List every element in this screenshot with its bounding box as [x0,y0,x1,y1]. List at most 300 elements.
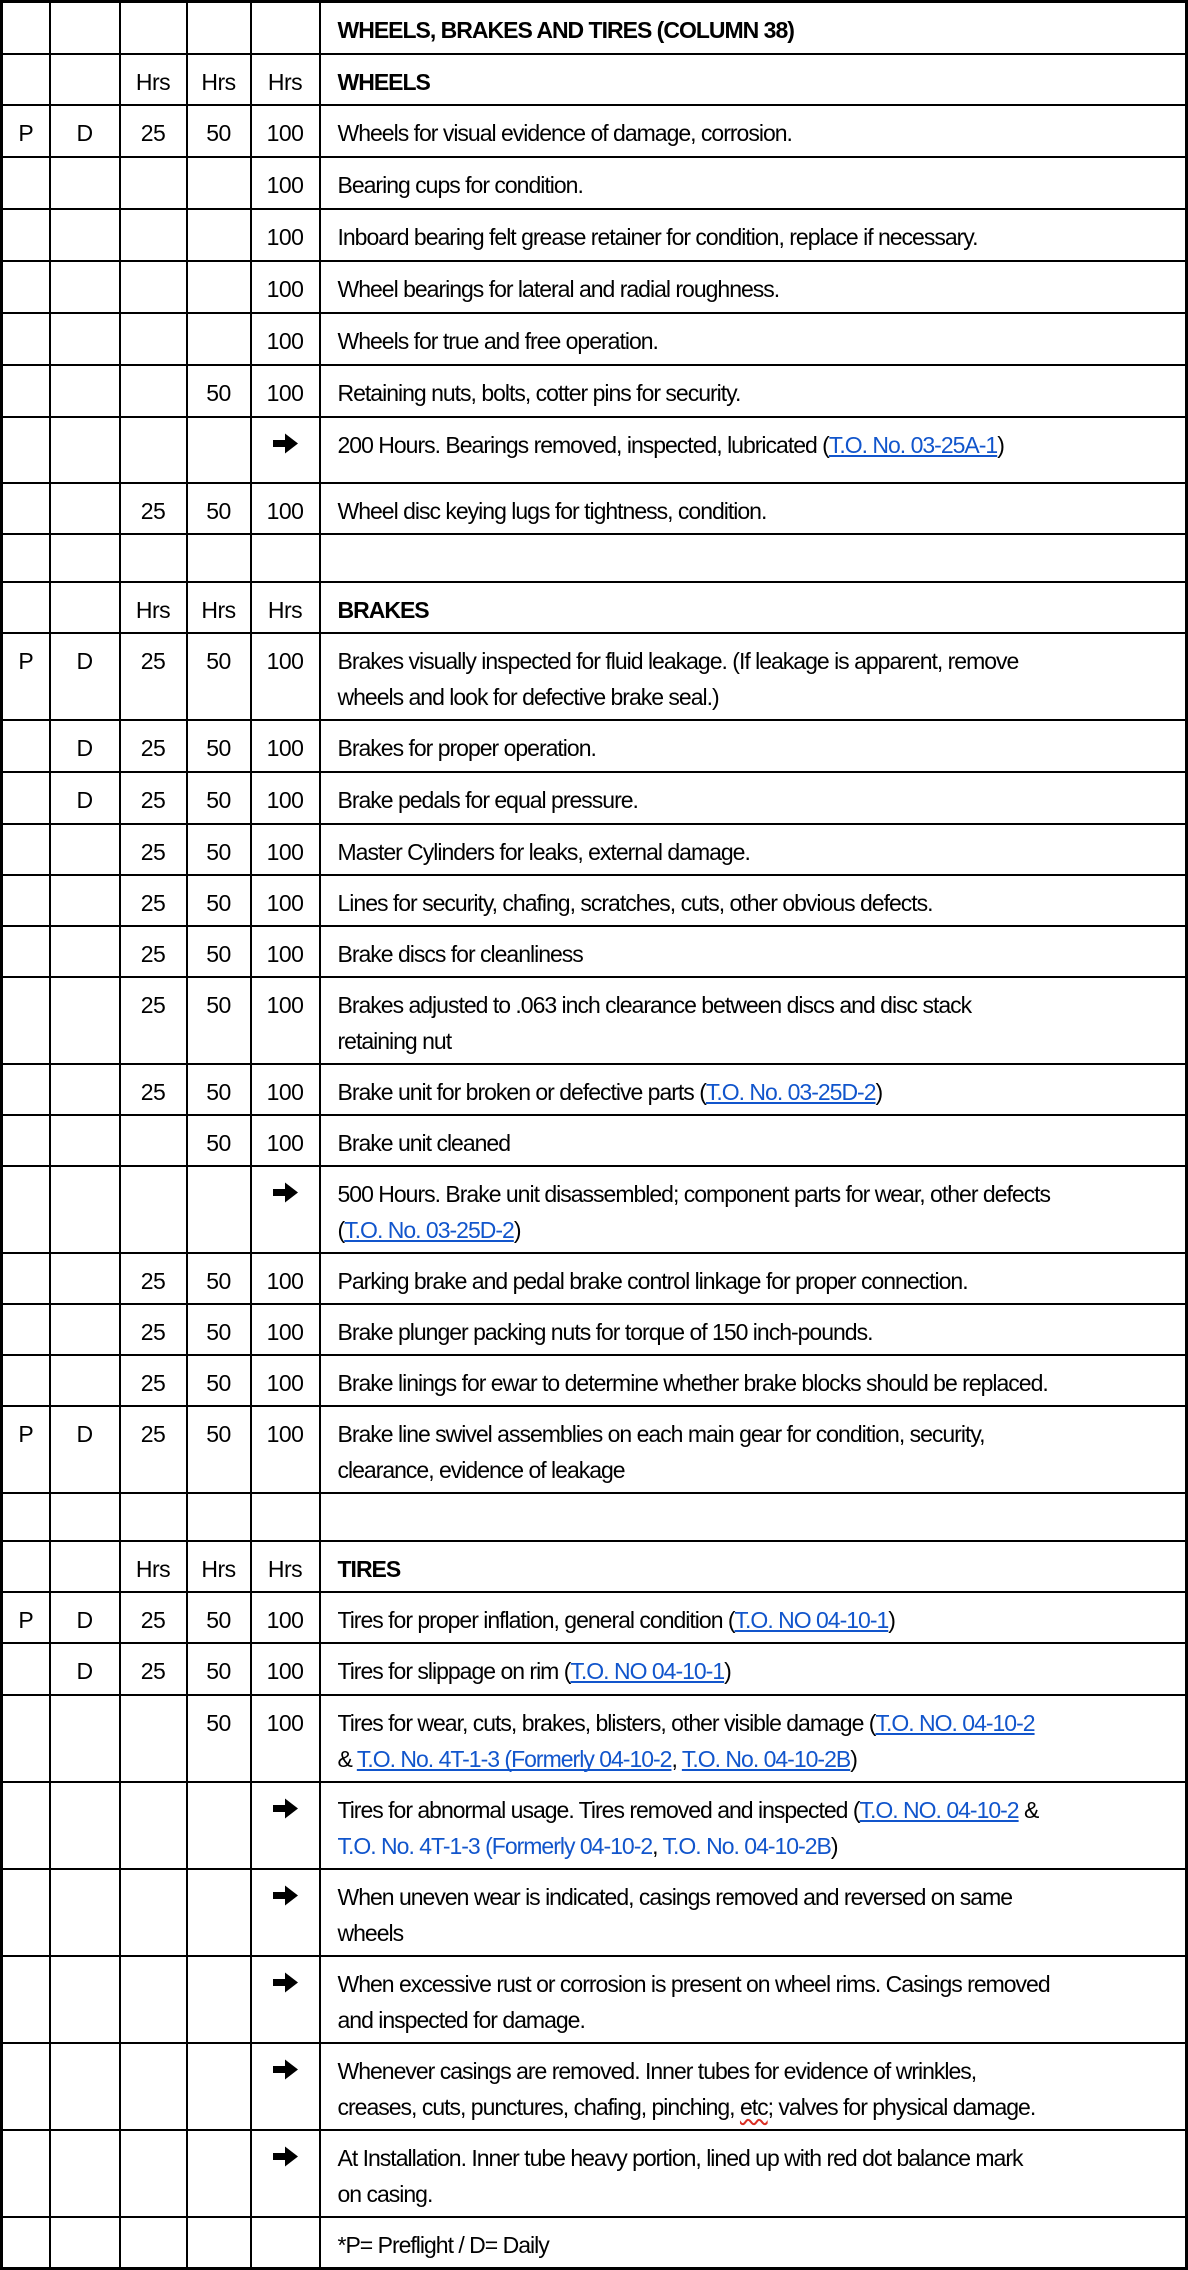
hrs50-cell [187,2217,251,2269]
hrs100-cell [251,1493,320,1541]
d-cell [50,1695,120,1782]
hrs50-cell [187,261,251,313]
hrs50-cell [187,2130,251,2217]
table-row [2,365,1187,417]
hrs100-cell: 100 [251,1643,320,1695]
description-text: ( [337,1216,345,1243]
description-cell [320,365,1187,417]
description-cell [320,1493,1187,1541]
d-cell [50,1956,120,2043]
description-text: retaining nut [337,1027,452,1054]
hrs25-cell [120,1869,187,1956]
table-row [2,261,1187,313]
description-text: ; valves for physical damage. [767,2093,1036,2120]
to-reference-link[interactable]: T.O. NO. 04-10-2 [875,1709,1035,1736]
table-row [2,633,1187,720]
hrs25-cell [120,2,187,54]
description-cell [320,1592,1187,1643]
d-cell [50,1541,120,1592]
description-text: ) [997,431,1004,458]
p-cell [2,875,50,926]
description-cell [320,582,1187,633]
hrs100-cell: 100 [251,875,320,926]
table-row [2,54,1187,105]
description-cell [320,1115,1187,1166]
hrs25-cell: 25 [120,1643,187,1695]
description-cell [320,926,1187,977]
p-cell [2,1304,50,1355]
hrs100-cell [251,2217,320,2269]
d-cell [50,2130,120,2217]
table-row [2,824,1187,875]
description-cell [320,977,1187,1064]
d-cell: D [50,633,120,720]
p-cell [2,1355,50,1406]
section-heading: WHEELS, BRAKES AND TIRES (COLUMN 38) [337,17,794,43]
p-cell [2,365,50,417]
description-text: Parking brake and pedal brake control linkage for proper connection. [337,1267,968,1294]
hrs50-cell [187,1782,251,1869]
hrs25-cell: 25 [120,926,187,977]
hrs50-cell: Hrs [187,582,251,633]
hrs50-cell: Hrs [187,1541,251,1592]
d-cell [50,824,120,875]
hrs50-cell: 50 [187,1592,251,1643]
d-cell [50,261,120,313]
hrs100-cell [251,417,320,483]
description-text: Brake discs for cleanliness [337,940,583,967]
p-cell [2,1064,50,1115]
p-cell: P [2,105,50,157]
to-reference-link[interactable]: T.O. No. 4T-1-3 (Formerly 04-10-2 [356,1745,672,1772]
description-text: Brake line swivel assemblies on each main gear for condition, security, [337,1420,985,1447]
d-cell [50,1115,120,1166]
description-cell [320,824,1187,875]
description-text: Wheel bearings for lateral and radial roughness. [337,275,780,302]
section-heading: BRAKES [337,596,429,623]
hrs25-cell [120,2217,187,2269]
hrs50-cell [187,1869,251,1956]
description-cell [320,1166,1187,1253]
p-cell [2,1869,50,1956]
description-cell [320,157,1187,209]
to-reference-link[interactable]: T.O. NO. 04-10-2 [859,1796,1019,1823]
description-cell [320,875,1187,926]
hrs25-cell: 25 [120,875,187,926]
p-cell [2,1166,50,1253]
hrs50-cell: 50 [187,824,251,875]
hrs25-cell [120,313,187,365]
p-cell [2,926,50,977]
description-text: Lines for security, chafing, scratches, cuts, other obvious defects. [337,889,933,916]
d-cell [50,417,120,483]
hrs100-cell: 100 [251,365,320,417]
hrs25-cell: Hrs [120,582,187,633]
d-cell: D [50,720,120,772]
description-text: Retaining nuts, bolts, cotter pins for security. [337,379,741,406]
table-row [2,875,1187,926]
description-text: Wheels for visual evidence of damage, corrosion. [337,119,792,146]
description-text: Tires for wear, cuts, brakes, blisters, other visible damage ( [337,1709,876,1736]
description-cell [320,313,1187,365]
hrs50-cell: 50 [187,105,251,157]
p-cell [2,2130,50,2217]
hrs100-cell: 100 [251,1304,320,1355]
hrs100-cell: 100 [251,926,320,977]
d-cell [50,1166,120,1253]
description-text: 200 Hours. Bearings removed, inspected, lubricated ( [337,431,829,458]
hrs25-cell: 25 [120,824,187,875]
description-cell [320,1956,1187,2043]
hrs50-cell [187,2043,251,2130]
hrs100-cell: 100 [251,1406,320,1493]
description-cell [320,1695,1187,1782]
hrs25-cell: Hrs [120,54,187,105]
hrs25-cell: 25 [120,633,187,720]
table-row [2,313,1187,365]
d-cell [50,483,120,534]
d-cell [50,365,120,417]
hrs25-cell [120,1782,187,1869]
hrs50-cell: 50 [187,926,251,977]
table-row [2,977,1187,1064]
description-cell [320,1304,1187,1355]
d-cell [50,926,120,977]
hrs100-cell: 100 [251,1064,320,1115]
hrs25-cell [120,1166,187,1253]
description-text: & [1018,1796,1039,1823]
hrs50-cell [187,209,251,261]
to-reference-link[interactable]: T.O. No. 04-10-2B [681,1745,851,1772]
hrs25-cell: 25 [120,1304,187,1355]
description-text: Wheels for true and free operation. [337,327,658,354]
hrs25-cell [120,209,187,261]
d-cell [50,2,120,54]
p-cell: P [2,1592,50,1643]
description-text: Tires for abnormal usage. Tires removed and inspected ( [337,1796,860,1823]
d-cell: D [50,1643,120,1695]
p-cell [2,824,50,875]
hrs25-cell [120,1695,187,1782]
hrs50-cell [187,1166,251,1253]
table-row [2,1166,1187,1253]
description-text: on casing. [337,2180,433,2207]
p-cell [2,313,50,365]
hrs25-cell: 25 [120,1406,187,1493]
hrs25-cell [120,2130,187,2217]
d-cell [50,2043,120,2130]
arrow-icon [272,1971,299,1994]
table-row [2,926,1187,977]
hrs100-cell [251,1166,320,1253]
description-text: Tires for slippage on rim ( [337,1657,571,1684]
table-row [2,2130,1187,2217]
hrs25-cell [120,261,187,313]
inspection-table-body [2,2,1187,2269]
d-cell [50,875,120,926]
hrs100-cell: 100 [251,720,320,772]
hrs50-cell: 50 [187,633,251,720]
hrs25-cell [120,417,187,483]
hrs100-cell: 100 [251,157,320,209]
p-cell [2,1695,50,1782]
hrs100-cell: 100 [251,633,320,720]
hrs100-cell: 100 [251,824,320,875]
to-reference-link[interactable]: T.O. No. 4T-1-3 (Formerly 04-10-2 [337,1832,653,1859]
description-text: *P= Preflight / D= Daily [337,2231,549,2258]
p-cell [2,720,50,772]
table-row [2,2,1187,54]
p-cell [2,977,50,1064]
hrs25-cell: Hrs [120,1541,187,1592]
hrs100-cell: 100 [251,209,320,261]
hrs100-cell: 100 [251,313,320,365]
hrs50-cell: 50 [187,1406,251,1493]
d-cell: D [50,772,120,824]
hrs100-cell: 100 [251,105,320,157]
hrs50-cell: 50 [187,875,251,926]
hrs25-cell: 25 [120,1592,187,1643]
d-cell [50,313,120,365]
table-row [2,1643,1187,1695]
description-text: Wheel disc keying lugs for tightness, condition. [337,497,767,524]
description-cell [320,2130,1187,2217]
description-cell [320,2,1187,54]
hrs25-cell [120,1115,187,1166]
description-text: When excessive rust or corrosion is present on wheel rims. Casings removed [337,1970,1050,1997]
table-row [2,209,1187,261]
arrow-icon [272,2145,299,2168]
hrs100-cell [251,1782,320,1869]
table-row [2,1355,1187,1406]
description-text: wheels and look for defective brake seal.) [337,683,719,710]
section-heading: TIRES [337,1555,401,1582]
description-text: creases, cuts, punctures, chafing, pinching, [337,2093,740,2120]
d-cell: D [50,1592,120,1643]
to-reference-link[interactable]: T.O. No. 03-25D-2 [344,1216,514,1243]
p-cell [2,1782,50,1869]
to-reference-link[interactable]: T.O. No. 03-25D-2 [705,1078,876,1105]
description-cell [320,54,1187,105]
p-cell: P [2,1406,50,1493]
to-reference-link[interactable]: T.O. NO 04-10-1 [570,1657,725,1684]
description-text: etc [739,2093,768,2120]
description-text: wheels [337,1919,404,1946]
d-cell: D [50,1406,120,1493]
description-cell [320,417,1187,483]
description-text: Bearing cups for condition. [337,171,583,198]
hrs100-cell: 100 [251,483,320,534]
hrs50-cell: 50 [187,1064,251,1115]
hrs25-cell [120,2043,187,2130]
arrow-icon [272,432,299,455]
description-text: ) [830,1832,838,1859]
description-text: & [337,1745,357,1772]
d-cell [50,1782,120,1869]
description-cell [320,1406,1187,1493]
d-cell [50,534,120,582]
d-cell [50,1869,120,1956]
table-row [2,1064,1187,1115]
hrs50-cell: 50 [187,772,251,824]
description-text: Brake unit cleaned [337,1129,511,1156]
hrs50-cell: 50 [187,720,251,772]
p-cell [2,2217,50,2269]
description-cell [320,1064,1187,1115]
to-reference-link[interactable]: T.O. No. 03-25A-1 [828,431,998,458]
hrs50-cell [187,313,251,365]
d-cell: D [50,105,120,157]
description-cell [320,1541,1187,1592]
arrow-icon [272,2058,299,2081]
hrs25-cell: 25 [120,483,187,534]
description-cell [320,209,1187,261]
table-row [2,1695,1187,1782]
table-row [2,772,1187,824]
table-row [2,1253,1187,1304]
hrs25-cell: 25 [120,105,187,157]
hrs50-cell [187,534,251,582]
arrow-icon [272,1181,299,1204]
hrs50-cell [187,2,251,54]
p-cell [2,1115,50,1166]
description-text: ) [724,1657,731,1684]
d-cell [50,54,120,105]
description-cell [320,720,1187,772]
p-cell [2,534,50,582]
hrs25-cell [120,534,187,582]
table-row [2,720,1187,772]
hrs25-cell [120,1956,187,2043]
table-row [2,2217,1187,2269]
table-row [2,1541,1187,1592]
description-cell [320,105,1187,157]
hrs25-cell: 25 [120,1355,187,1406]
description-text: Brake plunger packing nuts for torque of 150 inch-pounds. [337,1318,873,1345]
hrs100-cell [251,1956,320,2043]
p-cell [2,1956,50,2043]
hrs50-cell: 50 [187,1695,251,1782]
description-cell [320,1782,1187,1869]
d-cell [50,157,120,209]
description-text: When uneven wear is indicated, casings removed and reversed on same [337,1883,1013,1910]
hrs50-cell [187,1493,251,1541]
hrs50-cell: 50 [187,1253,251,1304]
description-text: Whenever casings are removed. Inner tubes for evidence of wrinkles, [337,2057,977,2084]
table-row [2,582,1187,633]
arrow-icon [272,1797,299,1820]
table-row [2,2043,1187,2130]
description-text: At Installation. Inner tube heavy portion, lined up with red dot balance mark [337,2144,1023,2171]
description-text: Master Cylinders for leaks, external damage. [337,838,750,865]
d-cell [50,1304,120,1355]
table-row [2,1869,1187,1956]
hrs100-cell: 100 [251,772,320,824]
p-cell [2,582,50,633]
description-cell [320,1253,1187,1304]
description-text: ) [888,1606,895,1633]
table-row [2,105,1187,157]
hrs50-cell [187,157,251,209]
description-cell [320,772,1187,824]
hrs50-cell: 50 [187,1304,251,1355]
hrs50-cell: 50 [187,365,251,417]
p-cell [2,261,50,313]
description-text: Brakes adjusted to .063 inch clearance between discs and disc stack [337,991,972,1018]
hrs50-cell [187,417,251,483]
hrs100-cell [251,1869,320,1956]
arrow-icon [272,1884,299,1907]
description-text: Brake unit for broken or defective parts ( [337,1078,706,1105]
description-cell [320,2043,1187,2130]
d-cell [50,1253,120,1304]
hrs100-cell: 100 [251,1253,320,1304]
hrs100-cell: 100 [251,1355,320,1406]
description-text: Tires for proper inflation, general condition ( [337,1606,735,1633]
p-cell [2,209,50,261]
d-cell [50,1493,120,1541]
to-reference-link[interactable]: T.O. No. 04-10-2B [662,1832,831,1859]
description-text: Brakes for proper operation. [337,734,596,761]
to-reference-link[interactable]: T.O. NO 04-10-1 [734,1606,889,1633]
hrs25-cell [120,365,187,417]
p-cell: P [2,633,50,720]
p-cell [2,157,50,209]
section-heading: WHEELS [337,68,430,95]
table-row [2,534,1187,582]
p-cell [2,2,50,54]
hrs100-cell [251,2,320,54]
table-row [2,483,1187,534]
description-text: 500 Hours. Brake unit disassembled; component parts for wear, other defects [337,1180,1051,1207]
hrs100-cell [251,2043,320,2130]
p-cell [2,772,50,824]
p-cell [2,2043,50,2130]
hrs50-cell: Hrs [187,54,251,105]
description-cell [320,1355,1187,1406]
p-cell [2,1643,50,1695]
hrs100-cell [251,2130,320,2217]
description-cell [320,2217,1187,2269]
hrs50-cell: 50 [187,483,251,534]
table-row [2,1592,1187,1643]
description-text: ) [513,1216,521,1243]
hrs100-cell: 100 [251,1695,320,1782]
hrs100-cell [251,534,320,582]
hrs50-cell: 50 [187,1643,251,1695]
description-text: Inboard bearing felt grease retainer for condition, replace if necessary. [337,223,978,250]
description-cell [320,633,1187,720]
table-row [2,1304,1187,1355]
hrs25-cell [120,157,187,209]
description-cell [320,483,1187,534]
p-cell [2,1493,50,1541]
table-row [2,417,1187,483]
table-row [2,1406,1187,1493]
d-cell [50,1355,120,1406]
hrs50-cell: 50 [187,1355,251,1406]
table-row [2,1115,1187,1166]
description-text: Brake linings for ewar to determine whether brake blocks should be replaced. [337,1369,1048,1396]
hrs50-cell: 50 [187,977,251,1064]
d-cell [50,582,120,633]
hrs100-cell: 100 [251,1115,320,1166]
p-cell [2,483,50,534]
description-text: , [652,1832,663,1859]
table-row [2,157,1187,209]
hrs100-cell: 100 [251,1592,320,1643]
p-cell [2,54,50,105]
